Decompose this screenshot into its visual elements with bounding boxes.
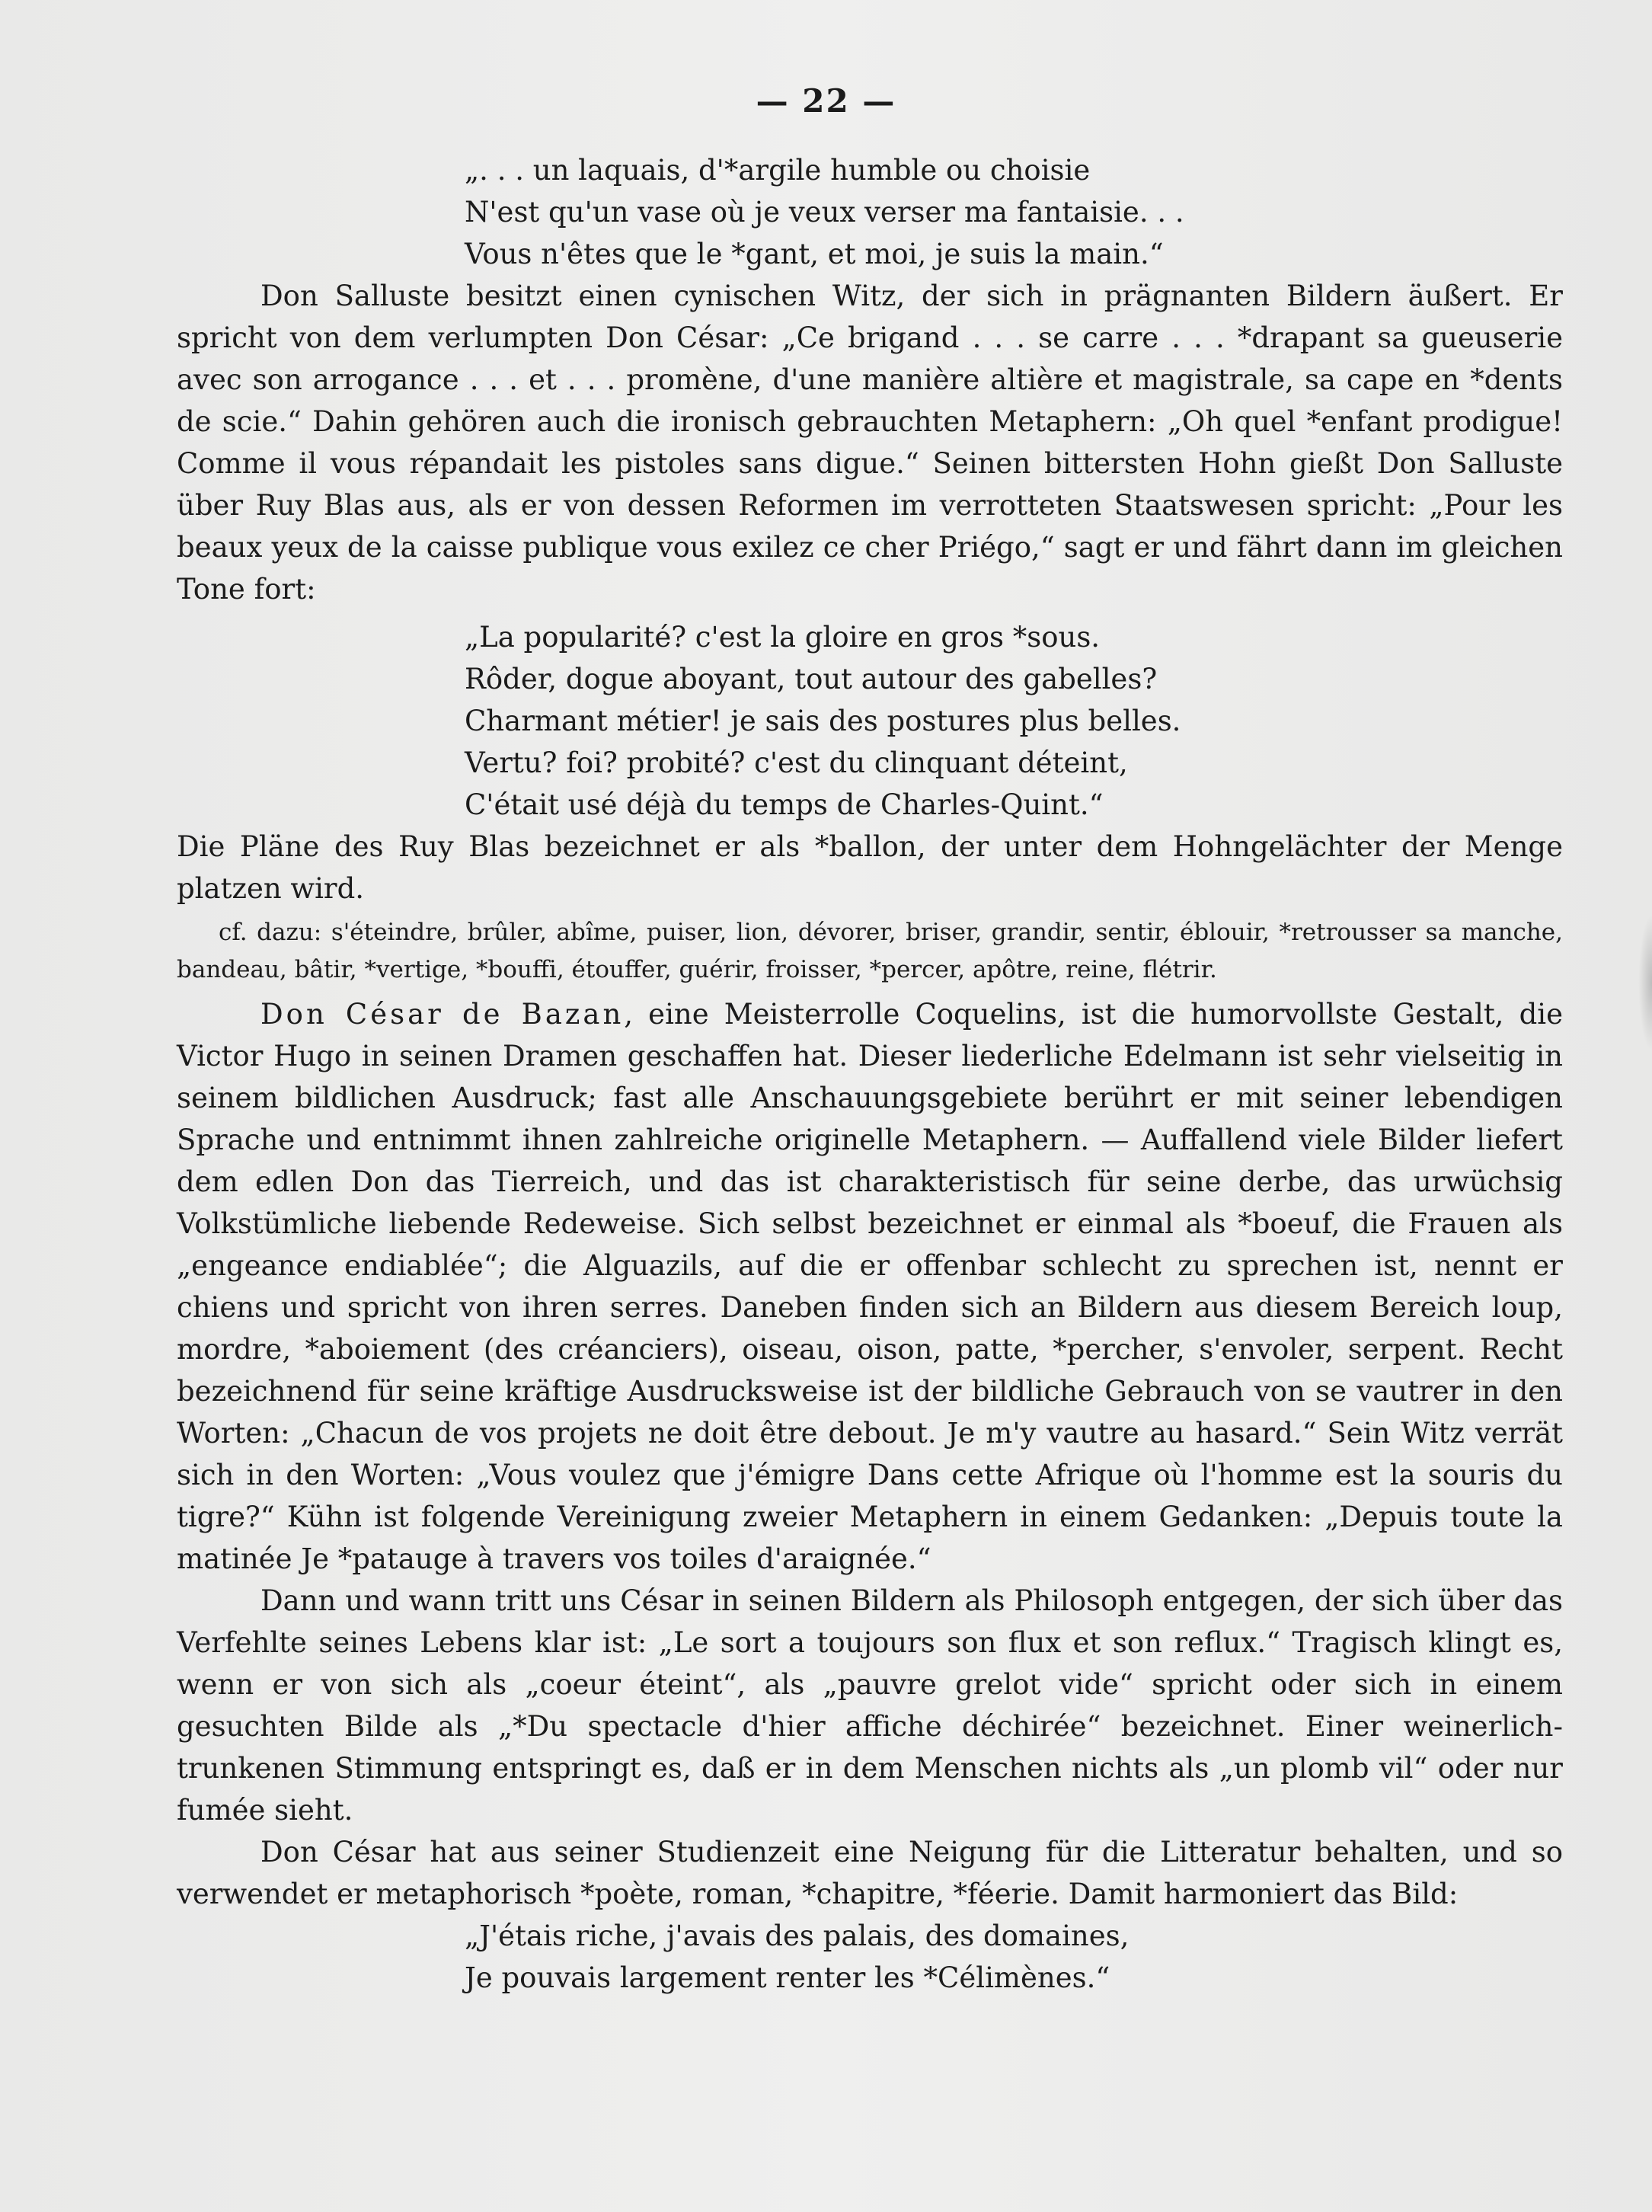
verse-line: Vertu? foi? probité? c'est du clinquant déteint, (465, 746, 1128, 779)
page-edge-shadow (1638, 914, 1652, 1051)
paragraph-litteratur: Don César hat aus seiner Studienzeit eine Neigung für die Litteratur behalten, und so verwendet er metaphorisch *poète, roman, *chapitre, *féerie. Damit harmoniert das Bild: (177, 1836, 1563, 1910)
paragraph-philosoph: Dann und wann tritt uns César in seinen Bildern als Philosoph entgegen, der sich über das Verfehlte seines Lebens klar ist: „Le sort a toujours son flux et son reflux.“ Tragisch klingt es, wenn er von sich als „coeur éteint“, als „pauvre grelot vide“ spricht oder sich in einem gesuchten Bilde als „*Du spectacle d'hier affiche déchirée“ bezeichnet. Einer weinerlich-trunkenen Stimmung entspringt es, daß er in dem Menschen nichts als „un plomb vil“ oder nur fumée sieht. (177, 1584, 1563, 1827)
verse-line: „La popularité? c'est la gloire en gros *sous. (465, 621, 1101, 654)
verse-line: „J'étais riche, j'avais des palais, des domaines, (465, 1920, 1130, 1952)
paragraph-don-cesar (177, 993, 1563, 1580)
verse-line: Charmant métier! je sais des postures plus belles. (465, 705, 1181, 737)
verse-quote-2 (177, 616, 1563, 826)
verse-line: Rôder, dogue aboyant, tout autour des gabelles? (465, 663, 1158, 695)
paragraph-ruy-blas-plans: Die Pläne des Ruy Blas bezeichnet er als *ballon, der unter dem Hohngelächter der Menge platzen wird. (177, 830, 1563, 905)
paragraph-don-cesar-text: , eine Meisterrolle Coquelins, ist die humorvollste Gestalt, die Victor Hugo in seinen Dramen geschaffen hat. Dieser liederliche Edelmann ist sehr vielseitig in seinem bildlichen Ausdruck; fast alle Anschauungsgebiete berührt er mit seiner lebendigen Sprache und entnimmt ihnen zahlreiche originelle Metaphern. — Auffallend viele Bilder liefert dem edlen Don das Tierreich, und das ist charakteristisch für seine derbe, das urwüchsig Volkstümliche liebende Redeweise. Sich selbst bezeichnet er einmal als *boeuf, die Frauen als „engeance endiablée“; die Alguazils, auf die er offenbar schlecht zu sprechen ist, nennt er chiens und spricht von ihren serres. Daneben finden sich an Bildern aus diesem Bereich loup, mordre, *aboiement (des créanciers), oiseau, oison, patte, *percher, s'envoler, serpent. Recht bezeichnend für seine kräftige Ausdrucksweise ist der bildliche Gebrauch von se vautrer in den Worten: „Chacun de vos projets ne doit être debout. Je m'y vautre au hasard.“ Sein Witz verrät sich in den Worten: „Vous voulez que j'émigre Dans cette Afrique où l'homme est la souris du tigre?“ Kühn ist folgende Vereinigung zweier Metaphern in einem Gedanken: „Depuis toute la matinée Je *patauge à travers vos toiles d'araignée.“ (177, 998, 1563, 1575)
verse-line: C'était usé déjà du temps de Charles-Quint.“ (465, 788, 1104, 821)
page-number: — 22 — (756, 82, 896, 120)
verse-line: Vous n'êtes que le *gant, et moi, je suis la main.“ (465, 238, 1164, 270)
verse-quote-1 (177, 149, 1563, 275)
verse-line: Je pouvais largement renter les *Célimènes.“ (465, 1961, 1110, 1994)
footnote-cf: cf. dazu: s'éteindre, brûler, abîme, puiser, lion, dévorer, briser, grandir, sentir, éblouir, *retrousser sa manche, bandeau, bâtir, *vertige, *bouffi, étouffer, guérir, froisser, *percer, apôtre, reine, flétrir. (177, 919, 1563, 983)
verse-line: „. . . un laquais, d'*argile humble ou choisie (465, 154, 1091, 187)
name-don-cesar: Don César de Bazan (260, 998, 625, 1031)
verse-line: N'est qu'un vase où je veux verser ma fantaisie. . . (465, 196, 1184, 229)
paragraph-salluste: Don Salluste besitzt einen cynischen Witz, der sich in prägnanten Bildern äußert. Er spricht von dem verlumpten Don César: „Ce brigand . . . se carre . . . *drapant sa gueuserie avec son arrogance . . . et . . . promène, d'une manière altière et magistrale, sa cape en *dents de scie.“ Dahin gehören auch die ironisch gebrauchten Metaphern: „Oh quel *enfant prodigue! Comme il vous répandait les pistoles sans digue.“ Seinen bittersten Hohn gießt Don Salluste über Ruy Blas aus, als er von dessen Reformen im verrotteten Staatswesen spricht: „Pour les beaux yeux de la caisse publique vous exilez ce cher Priégo,“ sagt er und fährt dann im gleichen Tone fort: (177, 280, 1563, 606)
verse-quote-3 (177, 1915, 1563, 1999)
body-text (177, 149, 1563, 1999)
